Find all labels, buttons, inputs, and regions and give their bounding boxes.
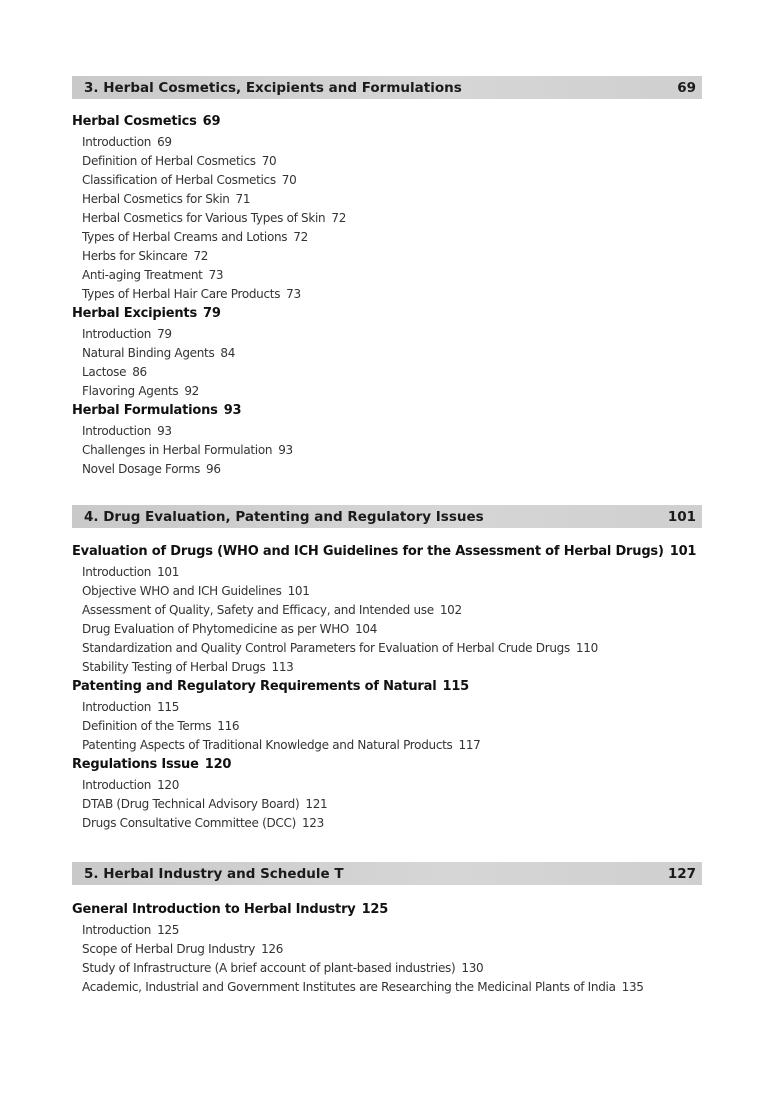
entry-page: 110 bbox=[575, 641, 598, 655]
entry-page: 93 bbox=[278, 443, 293, 457]
entry-page: 101 bbox=[157, 565, 180, 579]
entry-page: 104 bbox=[355, 622, 378, 636]
entry-page: 116 bbox=[217, 719, 240, 733]
entry-page: 93 bbox=[157, 424, 172, 438]
entry-title: Introduction bbox=[82, 424, 152, 438]
entry-title: Patenting Aspects of Traditional Knowledge and Natural Products bbox=[82, 738, 453, 752]
entry-title: Types of Herbal Creams and Lotions bbox=[82, 230, 288, 244]
entry-page: 84 bbox=[220, 346, 236, 360]
section-heading bbox=[72, 401, 712, 422]
toc-entry bbox=[72, 209, 712, 228]
toc-entry bbox=[72, 795, 712, 814]
section-page: 93 bbox=[223, 403, 242, 418]
section-page: 69 bbox=[202, 114, 221, 129]
toc-entry bbox=[72, 736, 712, 755]
section-page: 101 bbox=[669, 544, 697, 559]
toc-entry bbox=[72, 344, 712, 363]
entry-page: 135 bbox=[621, 980, 644, 994]
toc-entry bbox=[72, 698, 712, 717]
entry-page: 123 bbox=[301, 816, 324, 830]
toc-entry bbox=[72, 285, 712, 304]
toc-entry bbox=[72, 441, 712, 460]
entry-page: 101 bbox=[287, 584, 310, 598]
entry-title: Introduction bbox=[82, 923, 152, 937]
toc-entry bbox=[72, 959, 712, 978]
chapter-title: 3. Herbal Cosmetics, Excipients and Formulations bbox=[84, 79, 462, 96]
entry-title: Study of Infrastructure (A brief account of plant-based industries) bbox=[82, 961, 456, 975]
section-title: Evaluation of Drugs (WHO and ICH Guidelines for the Assessment of Herbal Drugs) bbox=[72, 544, 664, 559]
toc-entry bbox=[72, 639, 662, 658]
toc-entry bbox=[72, 363, 712, 382]
chapter-page: 69 bbox=[677, 79, 696, 96]
section-heading bbox=[72, 755, 712, 776]
section-title: General Introduction to Herbal Industry bbox=[72, 902, 356, 917]
section-title: Regulations Issue bbox=[72, 757, 199, 772]
entry-page: 125 bbox=[157, 923, 180, 937]
section-title: Herbal Cosmetics bbox=[72, 114, 197, 129]
toc-entry bbox=[72, 582, 712, 601]
toc-entry bbox=[72, 190, 712, 209]
toc-entry bbox=[72, 601, 712, 620]
toc-entry bbox=[72, 814, 712, 833]
entry-page: 86 bbox=[132, 365, 147, 379]
toc-entry bbox=[72, 921, 712, 940]
chapter-title: 4. Drug Evaluation, Patenting and Regulatory Issues bbox=[84, 508, 484, 525]
toc-entry bbox=[72, 460, 712, 479]
section-heading bbox=[72, 900, 712, 921]
toc-entry bbox=[72, 978, 662, 997]
entry-title: Definition of Herbal Cosmetics bbox=[82, 154, 256, 168]
entry-page: 115 bbox=[157, 700, 180, 714]
chapter-contents bbox=[72, 542, 712, 833]
entry-page: 70 bbox=[261, 154, 277, 168]
entry-title: Herbal Cosmetics for Various Types of Skin bbox=[82, 211, 326, 225]
entry-page: 117 bbox=[458, 738, 481, 752]
entry-title: Lactose bbox=[82, 365, 127, 379]
entry-title: Anti-aging Treatment bbox=[82, 268, 203, 282]
entry-title: Assessment of Quality, Safety and Efficacy, and Intended use bbox=[82, 603, 434, 617]
entry-title: Natural Binding Agents bbox=[82, 346, 215, 360]
toc-entry bbox=[72, 228, 712, 247]
entry-page: 69 bbox=[157, 135, 172, 149]
chapter-header bbox=[72, 76, 702, 99]
entry-page: 73 bbox=[208, 268, 224, 282]
toc-entry bbox=[72, 266, 712, 285]
entry-page: 92 bbox=[184, 384, 199, 398]
chapter-page: 127 bbox=[667, 865, 696, 882]
entry-title: Scope of Herbal Drug Industry bbox=[82, 942, 256, 956]
toc-entry bbox=[72, 325, 712, 344]
section-page: 120 bbox=[204, 757, 232, 772]
entry-page: 70 bbox=[281, 173, 297, 187]
toc-entry bbox=[72, 658, 712, 677]
entry-page: 72 bbox=[293, 230, 308, 244]
section-page: 125 bbox=[361, 902, 389, 917]
chapter-contents bbox=[72, 112, 712, 479]
entry-title: Introduction bbox=[82, 778, 152, 792]
entry-title: Introduction bbox=[82, 700, 152, 714]
entry-page: 71 bbox=[235, 192, 251, 206]
toc-entry bbox=[72, 563, 712, 582]
section-title: Herbal Excipients bbox=[72, 306, 197, 321]
entry-page: 79 bbox=[157, 327, 172, 341]
entry-page: 72 bbox=[331, 211, 347, 225]
chapter-contents bbox=[72, 900, 712, 997]
entry-title: Classification of Herbal Cosmetics bbox=[82, 173, 276, 187]
toc-entry bbox=[72, 620, 712, 639]
entry-page: 113 bbox=[271, 660, 294, 674]
entry-page: 126 bbox=[261, 942, 284, 956]
toc-entry bbox=[72, 717, 712, 736]
toc-entry bbox=[72, 247, 712, 266]
entry-title: Novel Dosage Forms bbox=[82, 462, 201, 476]
entry-page: 72 bbox=[193, 249, 209, 263]
section-heading bbox=[72, 542, 712, 563]
section-heading bbox=[72, 112, 712, 133]
entry-title: Drugs Consultative Committee (DCC) bbox=[82, 816, 296, 830]
entry-title: Challenges in Herbal Formulation bbox=[82, 443, 273, 457]
toc-entry bbox=[72, 422, 712, 441]
entry-page: 73 bbox=[286, 287, 301, 301]
chapter-header bbox=[72, 862, 702, 885]
entry-title: Standardization and Quality Control Parameters for Evaluation of Herbal Crude Drugs bbox=[82, 641, 570, 655]
entry-title: Objective WHO and ICH Guidelines bbox=[82, 584, 282, 598]
entry-page: 96 bbox=[206, 462, 221, 476]
chapter-title: 5. Herbal Industry and Schedule T bbox=[84, 865, 344, 882]
toc-entry bbox=[72, 776, 712, 795]
entry-title: Definition of the Terms bbox=[82, 719, 212, 733]
toc-entry bbox=[72, 382, 712, 401]
entry-title: DTAB (Drug Technical Advisory Board) bbox=[82, 797, 300, 811]
section-heading bbox=[72, 304, 712, 325]
chapter-page: 101 bbox=[667, 508, 696, 525]
entry-page: 121 bbox=[305, 797, 328, 811]
entry-page: 120 bbox=[157, 778, 180, 792]
toc-entry bbox=[72, 940, 712, 959]
entry-page: 130 bbox=[461, 961, 484, 975]
entry-title: Stability Testing of Herbal Drugs bbox=[82, 660, 266, 674]
entry-title: Types of Herbal Hair Care Products bbox=[82, 287, 281, 301]
entry-page: 102 bbox=[439, 603, 462, 617]
toc-entry bbox=[72, 133, 712, 152]
entry-title: Introduction bbox=[82, 327, 152, 341]
entry-title: Drug Evaluation of Phytomedicine as per WHO bbox=[82, 622, 350, 636]
entry-title: Herbal Cosmetics for Skin bbox=[82, 192, 230, 206]
entry-title: Flavoring Agents bbox=[82, 384, 179, 398]
section-title: Herbal Formulations bbox=[72, 403, 218, 418]
entry-title: Introduction bbox=[82, 135, 152, 149]
section-title: Patenting and Regulatory Requirements of Natural bbox=[72, 679, 437, 694]
section-page: 115 bbox=[442, 679, 470, 694]
toc-entry bbox=[72, 171, 712, 190]
entry-title: Academic, Industrial and Government Institutes are Researching the Medicinal Plants of India bbox=[82, 980, 616, 994]
toc-entry bbox=[72, 152, 712, 171]
section-page: 79 bbox=[202, 306, 221, 321]
section-heading bbox=[72, 677, 712, 698]
entry-title: Herbs for Skincare bbox=[82, 249, 188, 263]
chapter-header bbox=[72, 505, 702, 528]
entry-title: Introduction bbox=[82, 565, 152, 579]
